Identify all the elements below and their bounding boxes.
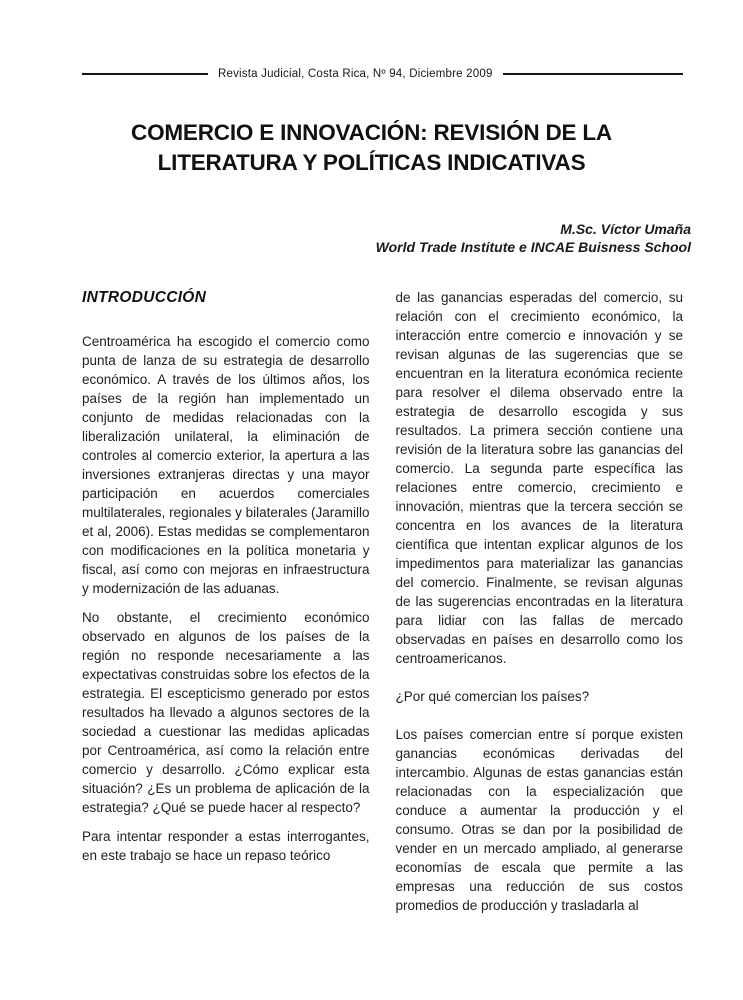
header-rule-right — [503, 73, 683, 75]
article-body — [82, 288, 683, 925]
paragraph-ganancias: de las ganancias esperadas del comercio, su relación con el crecimiento económico, la interacción entre comercio e innovación y se revisan algunas de las sugerencias que se encuentran en la literatura económica reciente para resolver el dilema observado entre la estrategia de desarrollo escogida y sus resultados. La primera sección contiene una revisión de la literatura sobre las ganancias del comercio. La segunda parte específica las relaciones entre comercio, crecimiento e innovación, mientras que la tercera sección se concentra en los avances de la literatura científica que intentan explicar algunos de los impedimentos para materializar las ganancias del comercio. Finalmente, se revisan algunas de las sugerencias encontradas en la literatura para lidiar con las fallas de mercado observadas en países en desarrollo como los centroamericanos. — [395, 290, 683, 666]
header-rule-left — [82, 73, 208, 75]
author-affiliation: World Trade Institute e INCAE Buisness School — [375, 238, 691, 255]
paragraph-para-intentar: Para intentar responder a estas interrogantes, en este trabajo se hace un repaso teórico — [82, 829, 370, 863]
paragraph-los-paises: Los países comercian entre sí porque existen ganancias económicas derivadas del intercambio. Algunas de estas ganancias están relacionadas con la especialización que conduce a aumentar la producción y el consumo. Otras se dan por la posibilidad de vender en un mercado ampliado, al generarse economías de escala que permite a las empresas una reducción de sus costos promedios de producción y trasladarla al — [395, 727, 683, 913]
left-column — [82, 288, 370, 925]
author-block — [376, 221, 691, 256]
paragraph-centroamerica: Centroamérica ha escogido el comercio como punta de lanza de su estrategia de desarrollo económico. A través de los últimos años, los países de la región han implementado un conjunto de medidas relacionadas con la liberalización unilateral, la eliminación de controles al comercio exterior, la apertura a las inversiones extranjeras directas y una mayor participación en acuerdos comerciales multilaterales, regionales y bilaterales (Jaramillo et al, 2006). Estas medidas se complementaron con modificaciones en la política monetaria y fiscal, así como con mejoras en infraestructura y modernización de las aduanas. — [82, 334, 370, 596]
subsection-question: ¿Por qué comercian los países? — [395, 689, 590, 704]
article-title — [40, 118, 703, 178]
article-title-line1: COMERCIO E INNOVACIÓN: REVISIÓN DE LA — [131, 120, 612, 145]
author-name: M.Sc. Víctor Umaña — [560, 221, 691, 237]
section-heading-introduccion: INTRODUCCIÓN — [82, 289, 207, 306]
journal-line: Revista Judicial, Costa Rica, Nº 94, Diciembre 2009 — [218, 68, 493, 80]
article-title-line2: LITERATURA Y POLÍTICAS INDICATIVAS — [157, 150, 586, 175]
right-column — [396, 288, 684, 925]
journal-header — [82, 68, 683, 80]
paragraph-no-obstante: No obstante, el crecimiento económico observado en algunos de los países de la región no responde necesariamente a las expectativas construidas sobre los efectos de la estrategia. El escepticismo generado por estos resultados ha llevado a algunos sectores de la sociedad a cuestionar las medidas aplicadas por Centroamérica, así como la relación entre comercio y desarrollo. ¿Cómo explicar esta situación? ¿Es un problema de aplicación de la estrategia? ¿Qué se puede hacer al respecto? — [82, 610, 370, 815]
